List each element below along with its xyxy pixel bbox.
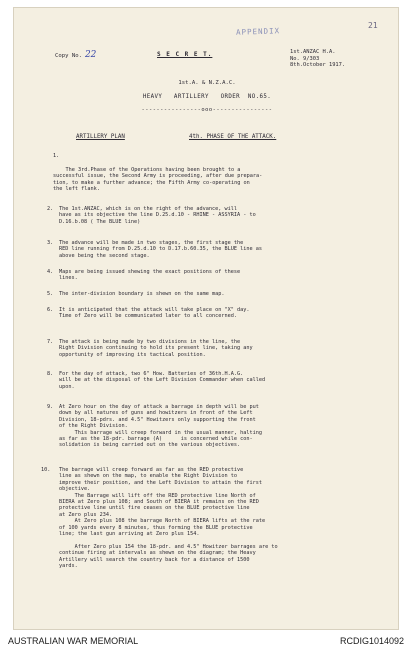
appendix-stamp: APPENDIX bbox=[235, 26, 281, 37]
page-number: 21 bbox=[368, 21, 378, 30]
title-rule: ----------------ooo---------------- bbox=[141, 107, 273, 113]
paragraph-text: Maps are being issued shewing the exact positions of these lines. bbox=[59, 269, 241, 282]
copy-label: Copy No. bbox=[55, 53, 82, 59]
paragraph-text: The advance will be made in two stages, the first stage the RED line running from D.25.d.10 to D.17.b.60.35, the BLUE line as above being the second stage. bbox=[59, 240, 263, 259]
paragraph-text: The 3rd.Phase of the Operations having been brought to a successful issue, the Second Army is proceeding, after due prepara- tion, to make a further advance; the Fifth Army co-operating on the left flank. bbox=[53, 167, 263, 193]
archive-credit: AUSTRALIAN WAR MEMORIAL bbox=[8, 636, 139, 646]
paragraph-number: 7. bbox=[47, 339, 54, 345]
paragraph-text: The barrage will creep forward as far as the RED protective line as shewn on the map, to enable the Right Division to improve their position, and the Left Division to attain the first objective. The Barrage will lift off the RED protective line North of BIERA at Zero plus 108; and South of BIERA it remains on the RED protective line until fire ceases on the BLUE protective line at Zero plus 234. At Zero plus 108 the barrage North of BIERA lifts at the rate of 100 yards every 8 minutes, thus forming the BLUE protective line; the last gun arriving at Zero plus 154. After Zero plus 154 the 18-pdr. and 4.5" Howitzer barrages are to continue firing at intervals as shewn on the diagram; the Heavy Artillery will search the country back for a distance of 1500 yards. bbox=[59, 467, 278, 570]
section-title: ARTILLERY PLAN bbox=[76, 134, 125, 140]
classification-heading: S E C R E T. bbox=[157, 51, 213, 58]
header-date: 8th.October 1917. bbox=[290, 62, 346, 69]
header-number: No. 9/303 bbox=[290, 55, 320, 62]
paragraph-number: 8. bbox=[47, 371, 54, 377]
paragraph-number: 1. bbox=[53, 153, 60, 159]
paragraph-text: The attack is being made by two divisions in the line, the Right Division continuing to hold its present line, taking any opportunity of improving its tactical position. bbox=[59, 339, 253, 358]
paragraph-number: 4. bbox=[47, 269, 54, 275]
paragraph-number: 10. bbox=[41, 467, 51, 473]
header-unit: 1st.ANZAC H.A. bbox=[290, 49, 336, 55]
paragraph-number: 9. bbox=[47, 404, 54, 410]
paragraph-number: 5. bbox=[47, 291, 54, 297]
paragraph-text: The 1st.ANZAC, which is on the right of the advance, will have as its objective the line D.25.d.10 - RHINE - ASSYRIA - to D.16.b.08 ( The BLUE line) bbox=[59, 206, 256, 225]
paragraph-number: 3. bbox=[47, 240, 54, 246]
paragraph-number: 2. bbox=[47, 206, 54, 212]
copy-number: 22 bbox=[84, 50, 97, 60]
title-order: HEAVY ARTILLERY ORDER NO.65. bbox=[142, 94, 272, 100]
copy-number-line bbox=[55, 52, 96, 59]
phase-title: 4th. PHASE OF THE ATTACK. bbox=[189, 134, 277, 140]
header-reference bbox=[290, 49, 345, 69]
archive-reference: RCDIG1014092 bbox=[339, 636, 404, 646]
paragraph-text: For the day of attack, two 6" How. Batteries of 36th.H.A.G. will be at the disposal of the Left Division Commander when called upon. bbox=[59, 371, 266, 390]
paragraph-text: It is anticipated that the attack will take place on "X" day. Time of Zero will be communicated later to all concerned. bbox=[59, 307, 250, 320]
document-page bbox=[13, 7, 399, 630]
paragraph-number: 6. bbox=[47, 307, 54, 313]
paragraph-text: At Zero hour on the day of attack a barrage in depth will be put down by all natures of guns and howitzers in front of the Left Division, 18-pdrs. and 4.5" Howitzers only supporting the front of the Right Division. This barrage will creep forward in the usual manner, halting as far as the 18-pdr. barrage (A) is concerned while con- solidation is being carried out on the various objectives. bbox=[59, 404, 263, 449]
paragraph-text: The inter-division boundary is shewn on the same map. bbox=[59, 291, 225, 297]
title-corps: 1st.A. & N.Z.A.C. bbox=[178, 80, 236, 86]
